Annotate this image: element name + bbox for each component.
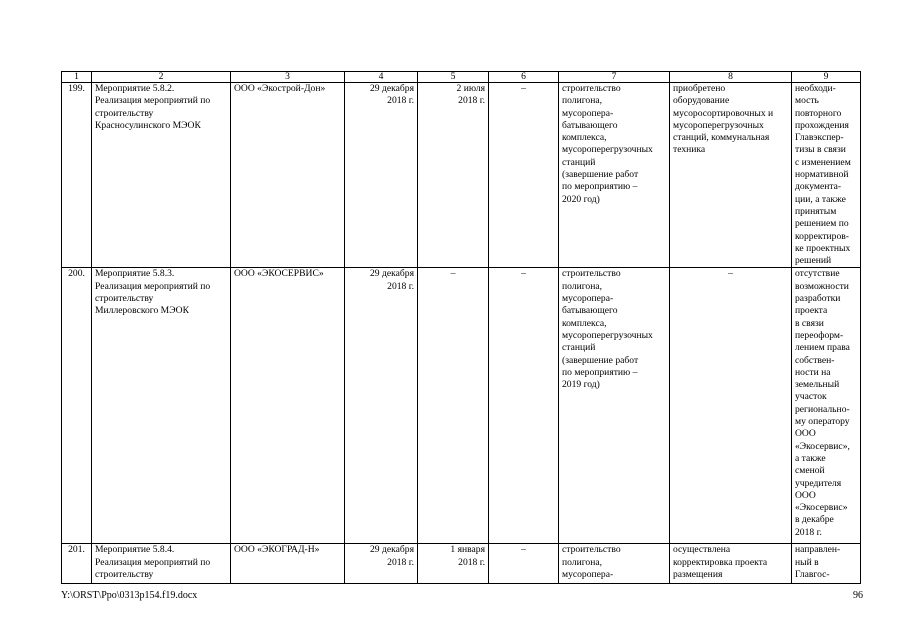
cell-text-line: 2 июля — [456, 83, 485, 94]
table-cell-col2 — [92, 268, 231, 544]
cell-text-line: «Экосервис», — [795, 440, 850, 452]
cell-text-line: мусоропера- — [562, 293, 614, 305]
cell-text-line: решением по — [795, 218, 849, 230]
cell-text-line: – — [728, 268, 733, 280]
cell-text-line: по мероприятию – — [562, 366, 638, 378]
cell-text-line: комплекса, — [562, 317, 607, 329]
cell-text-line: мость — [795, 95, 819, 107]
table-cell-col7 — [559, 268, 670, 544]
cell-text-line: разработки — [795, 293, 841, 305]
cell-text-line: направлен- — [795, 544, 841, 556]
cell-text-line: строительство — [562, 544, 621, 556]
cell-text-line: оборудование — [673, 95, 730, 107]
column-header-9: 9 — [792, 72, 861, 83]
cell-text-line: нормативной — [795, 169, 849, 181]
cell-text-line: участок — [795, 391, 827, 403]
cell-text-line: регионально- — [795, 403, 850, 415]
table-cell-col8 — [670, 83, 792, 268]
table-cell-col9 — [792, 544, 861, 584]
table-cell-col1 — [62, 268, 92, 544]
cell-text-line: Мероприятие 5.8.4. — [95, 544, 175, 556]
cell-text-line: 2018 г. — [795, 526, 822, 538]
cell-text-line: 2018 г. — [458, 95, 485, 107]
table-cell-col8 — [670, 268, 792, 544]
cell-text-line: 2019 год) — [562, 379, 600, 391]
table-row — [62, 268, 861, 544]
table-cell-col4 — [345, 268, 418, 544]
cell-text-line: (завершение работ — [562, 169, 639, 181]
cell-text-line: станций — [562, 342, 596, 354]
cell-text-line: ный в — [795, 556, 819, 568]
column-header-6: 6 — [489, 72, 559, 83]
cell-text-line: прохождения — [795, 119, 849, 131]
cell-text-line: строительство — [562, 268, 621, 280]
table-cell-col6 — [489, 83, 559, 268]
cell-text-line: Реализация мероприятий по — [95, 556, 211, 568]
cell-text-line: ООО — [795, 428, 816, 440]
cell-text-line: решений — [795, 255, 832, 267]
cell-text-line: переоформ- — [795, 329, 844, 341]
column-header-1: 1 — [62, 72, 92, 83]
column-header-5: 5 — [418, 72, 489, 83]
cell-text-line: строительству — [95, 107, 154, 119]
table-cell-col4 — [345, 83, 418, 268]
cell-text-line: 199. — [68, 83, 85, 94]
table-cell-col4 — [345, 544, 418, 584]
cell-text-line: Миллеровского МЭОК — [95, 305, 189, 317]
table-row — [62, 544, 861, 584]
cell-text-line: батывающего — [562, 305, 618, 317]
table-cell-col6 — [489, 544, 559, 584]
cell-text-line: 200. — [68, 268, 85, 280]
table-cell-col6 — [489, 268, 559, 544]
cell-text-line: Реализация мероприятий по — [95, 95, 211, 107]
table-cell-col1 — [62, 544, 92, 584]
table-cell-col3 — [231, 83, 345, 268]
table-cell-col2 — [92, 544, 231, 584]
cell-text-line: 1 января — [450, 544, 485, 556]
cell-text-line: техника — [673, 144, 706, 156]
cell-text-line: собствен- — [795, 354, 835, 366]
column-header-8: 8 — [670, 72, 792, 83]
cell-text-line: ООО — [795, 489, 816, 501]
cell-text-line: 2018 г. — [387, 280, 414, 292]
column-header-4: 4 — [345, 72, 418, 83]
table-cell-col9 — [792, 83, 861, 268]
column-header-3: 3 — [231, 72, 345, 83]
cell-text-line: Реализация мероприятий по — [95, 280, 211, 292]
cell-text-line: 29 декабря — [370, 544, 414, 556]
table-cell-col7 — [559, 83, 670, 268]
cell-text-line: необходи- — [795, 83, 836, 94]
cell-text-line: ООО «ЭКОСЕРВИС» — [234, 268, 324, 280]
cell-text-line: комплекса, — [562, 132, 607, 144]
cell-text-line: – — [450, 268, 456, 280]
header-row — [62, 72, 861, 83]
cell-text-line: земельный — [795, 379, 840, 391]
cell-text-line: полигона, — [562, 556, 603, 568]
cell-text-line: приобретено — [673, 83, 726, 94]
cell-text-line: размещения — [673, 569, 723, 581]
cell-text-line: – — [521, 268, 526, 280]
cell-text-line: станций — [562, 156, 596, 168]
cell-text-line: в декабре — [795, 514, 834, 526]
data-table — [61, 71, 861, 584]
table-cell-col1 — [62, 83, 92, 268]
cell-text-line: Главэкспер- — [795, 132, 844, 144]
cell-text-line: (завершение работ — [562, 354, 639, 366]
cell-text-line: строительству — [95, 293, 154, 305]
cell-text-line: мусоропера- — [562, 107, 614, 119]
cell-text-line: – — [521, 83, 526, 94]
cell-text-line: отсутствие — [795, 268, 840, 280]
cell-text-line: сменой — [795, 465, 825, 477]
cell-text-line: мусороперегрузочных — [673, 119, 764, 131]
cell-text-line: мусоропера- — [562, 569, 614, 581]
cell-text-line: – — [521, 544, 526, 556]
table-row — [62, 83, 861, 268]
cell-text-line: батывающего — [562, 119, 618, 131]
cell-text-line: ООО «ЭКОГРАД-Н» — [234, 544, 320, 556]
cell-text-line: 2018 г. — [387, 95, 414, 107]
cell-text-line: 29 декабря — [370, 83, 414, 94]
cell-text-line: 2018 г. — [458, 556, 485, 568]
cell-text-line: по мероприятию – — [562, 181, 638, 193]
table-cell-col5 — [418, 268, 489, 544]
table-cell-col5 — [418, 544, 489, 584]
cell-text-line: му оператору — [795, 416, 850, 428]
cell-text-line: корректиров- — [795, 230, 850, 242]
cell-text-line: возможности — [795, 280, 849, 292]
cell-text-line: Главгос- — [795, 569, 830, 581]
cell-text-line: ции, а также — [795, 193, 846, 205]
cell-text-line: осуществлена — [673, 544, 731, 556]
cell-text-line: принятым — [795, 205, 837, 217]
column-header-7: 7 — [559, 72, 670, 83]
table-cell-col2 — [92, 83, 231, 268]
cell-text-line: корректировка проекта — [673, 556, 768, 568]
table-cell-col9 — [792, 268, 861, 544]
cell-text-line: 29 декабря — [370, 268, 414, 280]
footer-file-path: Y:\ORST\Ppo\0313p154.f19.docx — [61, 590, 198, 601]
column-header-2: 2 — [92, 72, 231, 83]
page-number: 96 — [853, 590, 863, 601]
cell-text-line: 2020 год) — [562, 193, 600, 205]
cell-text-line: мусоросортировочных и — [673, 107, 774, 119]
cell-text-line: с изменением — [795, 156, 851, 168]
table-cell-col5 — [418, 83, 489, 268]
cell-text-line: «Экосервис» — [795, 502, 848, 514]
table-cell-col8 — [670, 544, 792, 584]
cell-text-line: Мероприятие 5.8.3. — [95, 268, 175, 280]
cell-text-line: документа- — [795, 181, 842, 193]
cell-text-line: 2018 г. — [387, 556, 414, 568]
cell-text-line: лением права — [795, 342, 850, 354]
cell-text-line: строительству — [95, 569, 154, 581]
cell-text-line: а также — [795, 452, 826, 464]
cell-text-line: полигона, — [562, 280, 603, 292]
cell-text-line: тизы в связи — [795, 144, 846, 156]
table-cell-col3 — [231, 268, 345, 544]
cell-text-line: строительство — [562, 83, 621, 94]
cell-text-line: ООО «Экострой-Дон» — [234, 83, 326, 94]
cell-text-line: в связи — [795, 317, 824, 329]
cell-text-line: Мероприятие 5.8.2. — [95, 83, 175, 94]
cell-text-line: повторного — [795, 107, 842, 119]
cell-text-line: ности на — [795, 366, 831, 378]
cell-text-line: полигона, — [562, 95, 603, 107]
cell-text-line: станций, коммунальная — [673, 132, 770, 144]
cell-text-line: 201. — [68, 544, 85, 556]
table-cell-col7 — [559, 544, 670, 584]
cell-text-line: мусороперегрузочных — [562, 144, 653, 156]
table-cell-col3 — [231, 544, 345, 584]
cell-text-line: Красносулинского МЭОК — [95, 119, 201, 131]
cell-text-line: мусороперегрузочных — [562, 329, 653, 341]
cell-text-line: проекта — [795, 305, 828, 317]
cell-text-line: ке проектных — [795, 242, 851, 254]
cell-text-line: учредителя — [795, 477, 842, 489]
